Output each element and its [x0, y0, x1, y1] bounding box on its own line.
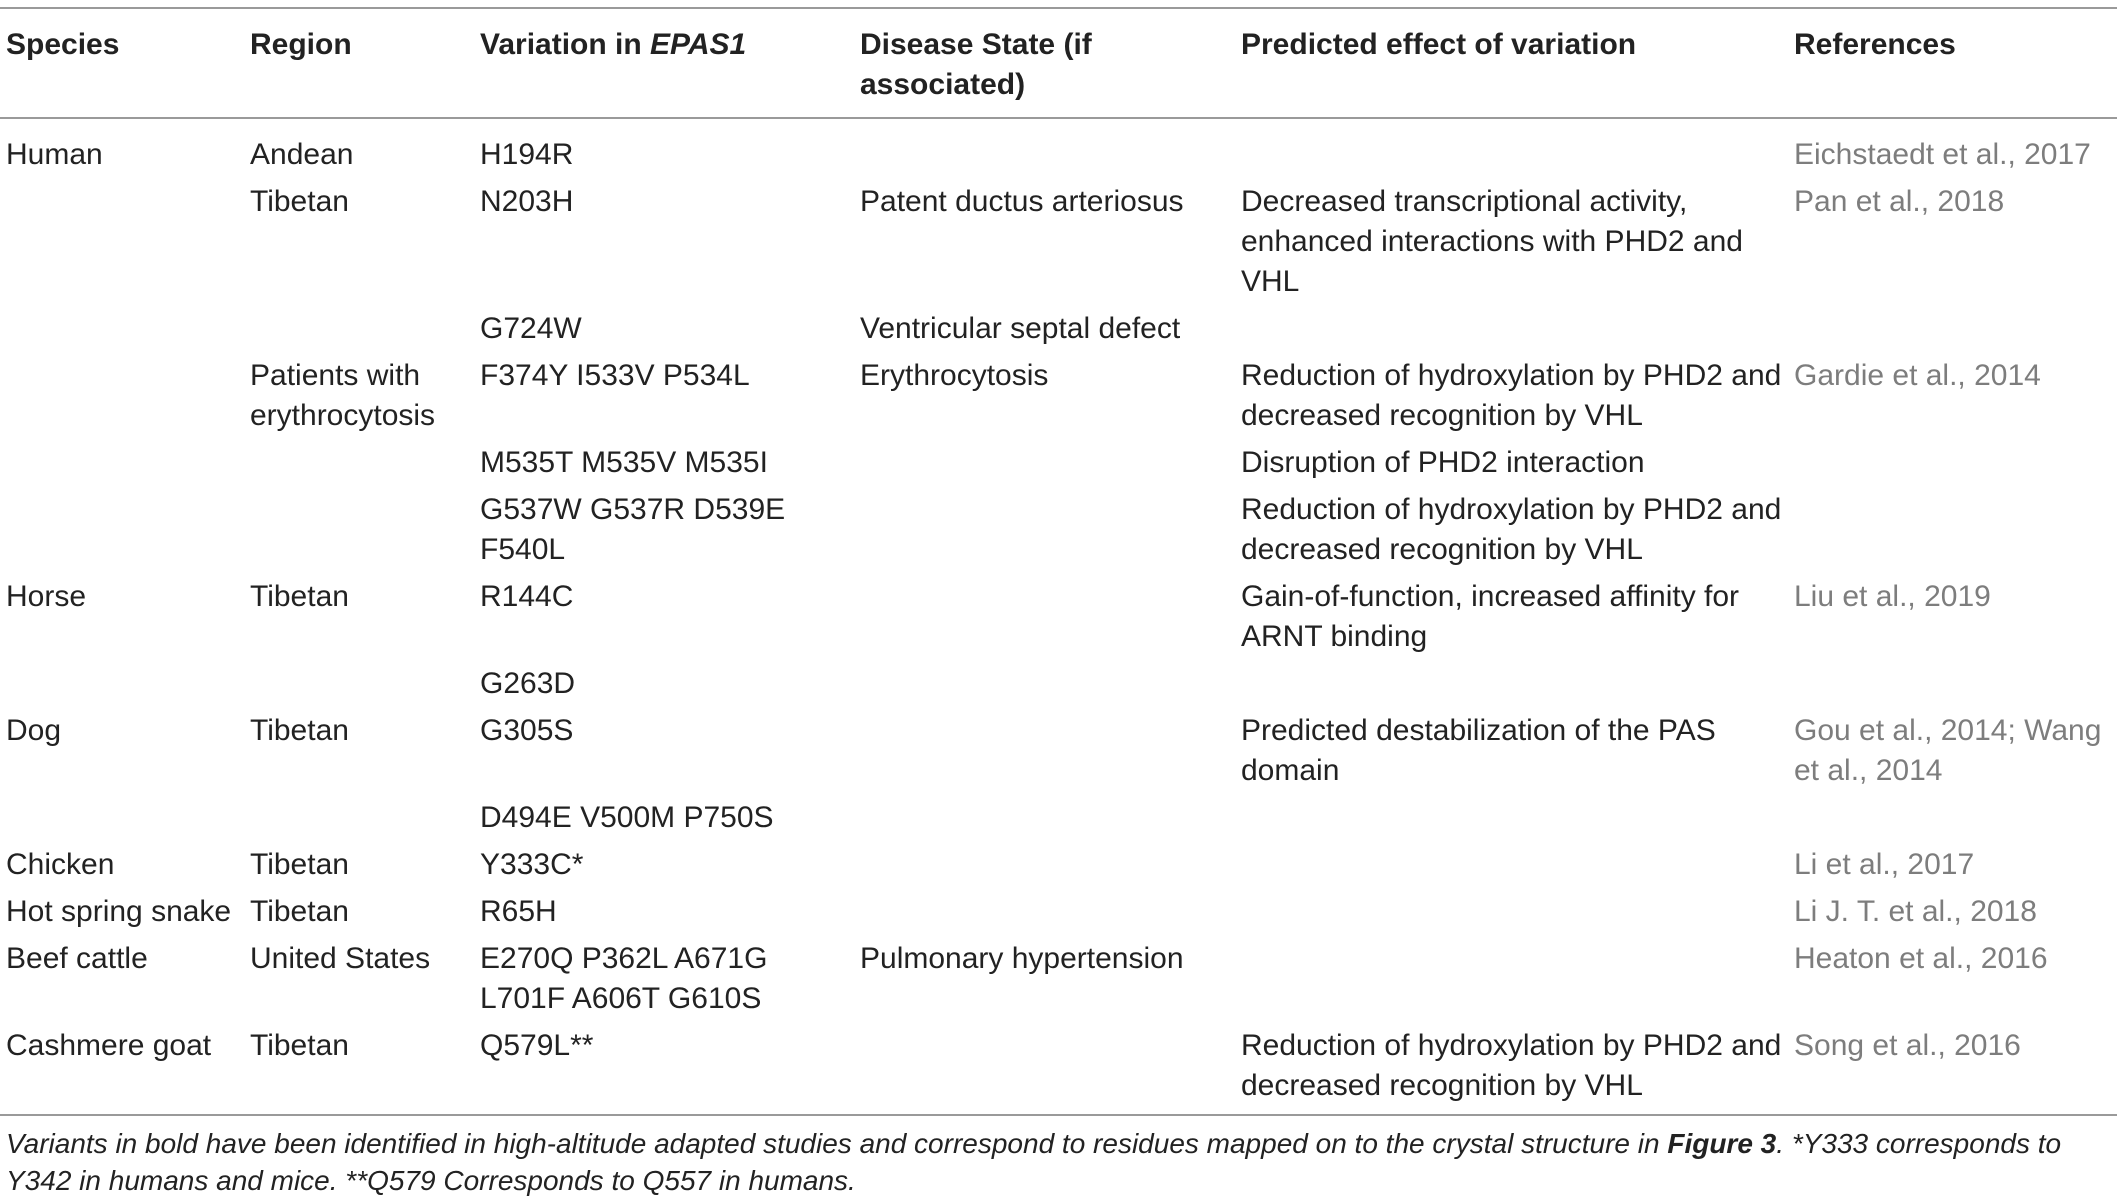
header-region: Region — [250, 28, 352, 61]
cell-effect: Reduction of hydroxylation by PHD2 and decreased recognition by VHL — [1241, 359, 1782, 432]
cell-disease — [854, 577, 1235, 664]
caption-part2: . *Y333 corresponds to Y342 in humans and mice. **Q579 Corresponds to Q557 in humans. — [6, 1128, 2062, 1196]
cell-region: Tibetan — [250, 848, 349, 881]
cell-effect: Predicted destabilization of the PAS domain — [1241, 714, 1716, 787]
table-row — [0, 845, 2117, 892]
table-caption — [6, 1125, 2111, 1199]
cell-reference — [1788, 490, 2117, 577]
caption-part1: Variants in bold have been identified in high-altitude adapted studies and correspond to residues mapped on to the crystal structure in — [6, 1128, 1668, 1159]
cell-reference: Heaton et al., 2016 — [1794, 942, 2048, 975]
cell-variation: Q579L** — [480, 1029, 594, 1062]
cell-species — [0, 356, 244, 443]
cell-reference — [1788, 798, 2117, 845]
cell-variation: E270Q P362L A671G L701F A606T G610S — [480, 942, 768, 1015]
cell-effect: Gain-of-function, increased affinity for ARNT binding — [1241, 580, 1740, 653]
cell-effect — [1235, 845, 1788, 892]
cell-reference: Gardie et al., 2014 — [1794, 359, 2041, 392]
cell-region — [244, 664, 474, 711]
cell-reference: Liu et al., 2019 — [1794, 580, 1991, 613]
cell-species: Hot spring snake — [6, 895, 232, 928]
cell-species: Human — [6, 138, 103, 171]
table-row — [0, 577, 2117, 664]
cell-variation: G537W G537R D539E F540L — [480, 493, 786, 566]
table-row — [0, 892, 2117, 939]
table-row — [0, 711, 2117, 798]
cell-region: Tibetan — [250, 580, 349, 613]
cell-effect — [1235, 309, 1788, 356]
cell-variation: G263D — [480, 667, 576, 700]
table-row — [0, 1026, 2117, 1115]
cell-effect — [1235, 939, 1788, 1026]
cell-species — [0, 664, 244, 711]
table-row — [0, 118, 2117, 182]
cell-effect — [1235, 118, 1788, 182]
cell-variation: Y333C* — [480, 848, 584, 881]
cell-variation: N203H — [480, 185, 574, 218]
cell-region: Tibetan — [250, 895, 349, 928]
cell-variation: H194R — [480, 138, 574, 171]
cell-species: Cashmere goat — [6, 1029, 212, 1062]
header-species: Species — [6, 28, 120, 61]
cell-effect: Decreased transcriptional activity, enhanced interactions with PHD2 and VHL — [1241, 185, 1743, 298]
cell-region: Tibetan — [250, 185, 349, 218]
cell-effect: Reduction of hydroxylation by PHD2 and decreased recognition by VHL — [1241, 493, 1782, 566]
cell-disease: Erythrocytosis — [860, 359, 1049, 392]
cell-reference: Pan et al., 2018 — [1794, 185, 2005, 218]
cell-disease — [854, 118, 1235, 182]
cell-region: United States — [250, 942, 431, 975]
cell-region — [244, 490, 474, 577]
cell-effect — [1235, 892, 1788, 939]
variants-table — [0, 7, 2117, 1116]
cell-region: Tibetan — [250, 714, 349, 747]
cell-variation: R144C — [480, 580, 574, 613]
cell-disease: Patent ductus arteriosus — [860, 185, 1184, 218]
cell-reference: Li et al., 2017 — [1794, 848, 1975, 881]
cell-effect: Reduction of hydroxylation by PHD2 and decreased recognition by VHL — [1241, 1029, 1782, 1102]
cell-reference: Li J. T. et al., 2018 — [1794, 895, 2037, 928]
table-row — [0, 182, 2117, 309]
cell-species — [0, 443, 244, 490]
cell-disease — [854, 664, 1235, 711]
cell-reference: Eichstaedt et al., 2017 — [1794, 138, 2091, 171]
cell-species: Horse — [6, 580, 87, 613]
cell-reference — [1788, 664, 2117, 711]
cell-region: Patients with erythrocytosis — [250, 359, 436, 432]
header-variation-prefix: Variation in — [480, 28, 651, 61]
cell-reference — [1788, 443, 2117, 490]
cell-disease — [854, 1026, 1235, 1115]
cell-region — [244, 443, 474, 490]
table-body — [0, 118, 2117, 1115]
caption-figure-ref: Figure 3 — [1667, 1128, 1777, 1159]
cell-region: Andean — [250, 138, 354, 171]
table-row — [0, 798, 2117, 845]
cell-reference: Song et al., 2016 — [1794, 1029, 2021, 1062]
cell-disease — [854, 711, 1235, 798]
header-references: References — [1794, 28, 1956, 61]
header-variation — [474, 8, 854, 118]
cell-species — [0, 182, 244, 309]
header-row — [0, 8, 2117, 118]
cell-species — [0, 490, 244, 577]
table-row — [0, 939, 2117, 1026]
cell-species — [0, 309, 244, 356]
cell-disease — [854, 490, 1235, 577]
cell-variation: R65H — [480, 895, 557, 928]
cell-disease — [854, 892, 1235, 939]
cell-region — [244, 309, 474, 356]
cell-reference: Gou et al., 2014; Wang et al., 2014 — [1794, 714, 2102, 787]
cell-species: Beef cattle — [6, 942, 148, 975]
table-row — [0, 443, 2117, 490]
cell-variation: G724W — [480, 312, 582, 345]
header-effect: Predicted effect of variation — [1241, 28, 1637, 61]
header-variation-gene: EPAS1 — [650, 28, 747, 61]
cell-disease: Ventricular septal defect — [860, 312, 1181, 345]
cell-effect — [1235, 664, 1788, 711]
cell-disease — [854, 798, 1235, 845]
cell-species — [0, 798, 244, 845]
cell-disease — [854, 443, 1235, 490]
cell-region — [244, 798, 474, 845]
table-row — [0, 309, 2117, 356]
cell-species: Dog — [6, 714, 62, 747]
cell-disease — [854, 845, 1235, 892]
cell-species: Chicken — [6, 848, 115, 881]
table-row — [0, 490, 2117, 577]
cell-effect: Disruption of PHD2 interaction — [1241, 446, 1645, 479]
cell-variation: D494E V500M P750S — [480, 801, 774, 834]
cell-disease: Pulmonary hypertension — [860, 942, 1184, 975]
cell-effect — [1235, 798, 1788, 845]
header-disease: Disease State (if associated) — [860, 28, 1092, 101]
cell-variation: F374Y I533V P534L — [480, 359, 750, 392]
table-row — [0, 356, 2117, 443]
cell-reference — [1788, 309, 2117, 356]
table-row — [0, 664, 2117, 711]
cell-variation: G305S — [480, 714, 574, 747]
cell-region: Tibetan — [250, 1029, 349, 1062]
cell-variation: M535T M535V M535I — [480, 446, 768, 479]
